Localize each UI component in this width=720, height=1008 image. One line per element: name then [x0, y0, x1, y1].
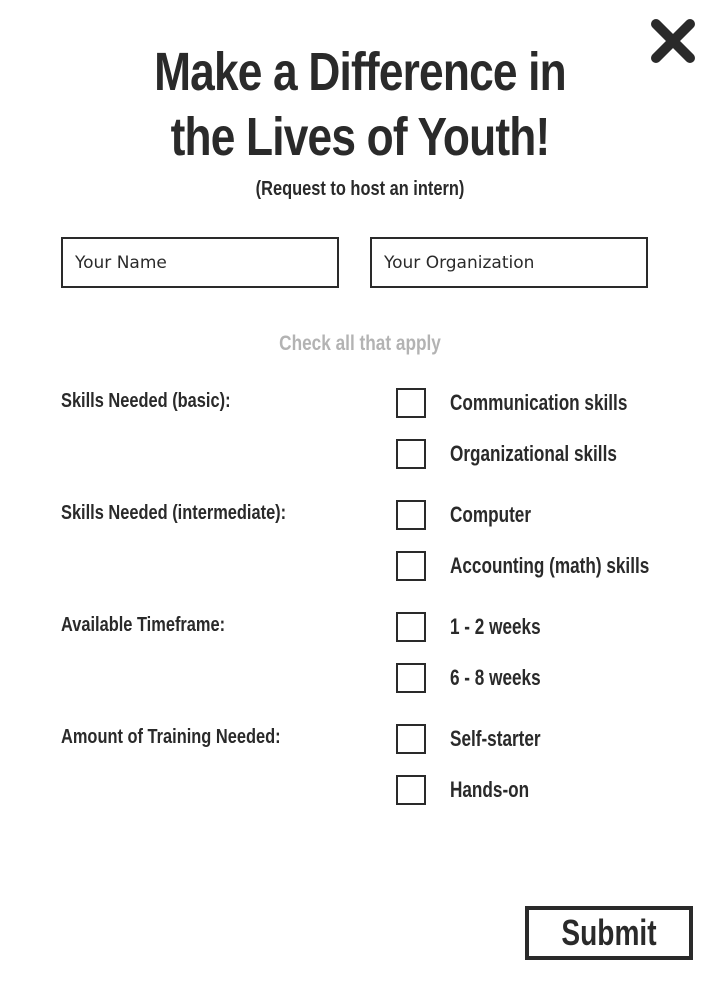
option-1-2-weeks[interactable] — [396, 612, 696, 642]
submit-button[interactable] — [525, 906, 693, 960]
submit-label: Submit — [561, 912, 657, 953]
option-label: 1 - 2 weeks — [450, 614, 541, 639]
checkbox[interactable] — [396, 439, 426, 469]
option-label: Organizational skills — [450, 441, 617, 466]
option-6-8-weeks[interactable] — [396, 663, 696, 693]
title-line-2: the Lives of Youth! — [170, 107, 550, 167]
option-hands-on[interactable] — [396, 775, 696, 805]
option-label: Self-starter — [450, 726, 541, 751]
option-label: Communication skills — [450, 390, 628, 415]
option-label: Computer — [450, 502, 532, 527]
option-label: Accounting (math) skills — [450, 553, 650, 578]
title-line-1: Make a Difference in — [154, 42, 566, 102]
group-label-skills-intermediate: Skills Needed (intermediate): — [61, 502, 287, 524]
option-computer[interactable] — [396, 500, 696, 530]
checkbox[interactable] — [396, 663, 426, 693]
group-label-skills-basic: Skills Needed (basic): — [61, 390, 231, 412]
option-accounting-skills[interactable] — [396, 551, 696, 581]
checkbox[interactable] — [396, 500, 426, 530]
checkbox[interactable] — [396, 551, 426, 581]
option-self-starter[interactable] — [396, 724, 696, 754]
name-input[interactable] — [61, 237, 339, 288]
close-button[interactable] — [650, 18, 696, 64]
group-label-timeframe: Available Timeframe: — [61, 614, 226, 636]
checkbox[interactable] — [396, 388, 426, 418]
checkbox[interactable] — [396, 612, 426, 642]
group-label-training: Amount of Training Needed: — [61, 726, 281, 748]
option-organizational-skills[interactable] — [396, 439, 696, 469]
option-label: 6 - 8 weeks — [450, 665, 541, 690]
page-subtitle: (Request to host an intern) — [255, 178, 465, 200]
option-label: Hands-on — [450, 777, 530, 802]
check-all-hint: Check all that apply — [279, 332, 441, 355]
option-communication-skills[interactable] — [396, 388, 696, 418]
page-title — [65, 40, 655, 170]
organization-input[interactable] — [370, 237, 648, 288]
close-icon — [650, 18, 696, 64]
checkbox[interactable] — [396, 724, 426, 754]
checkbox[interactable] — [396, 775, 426, 805]
